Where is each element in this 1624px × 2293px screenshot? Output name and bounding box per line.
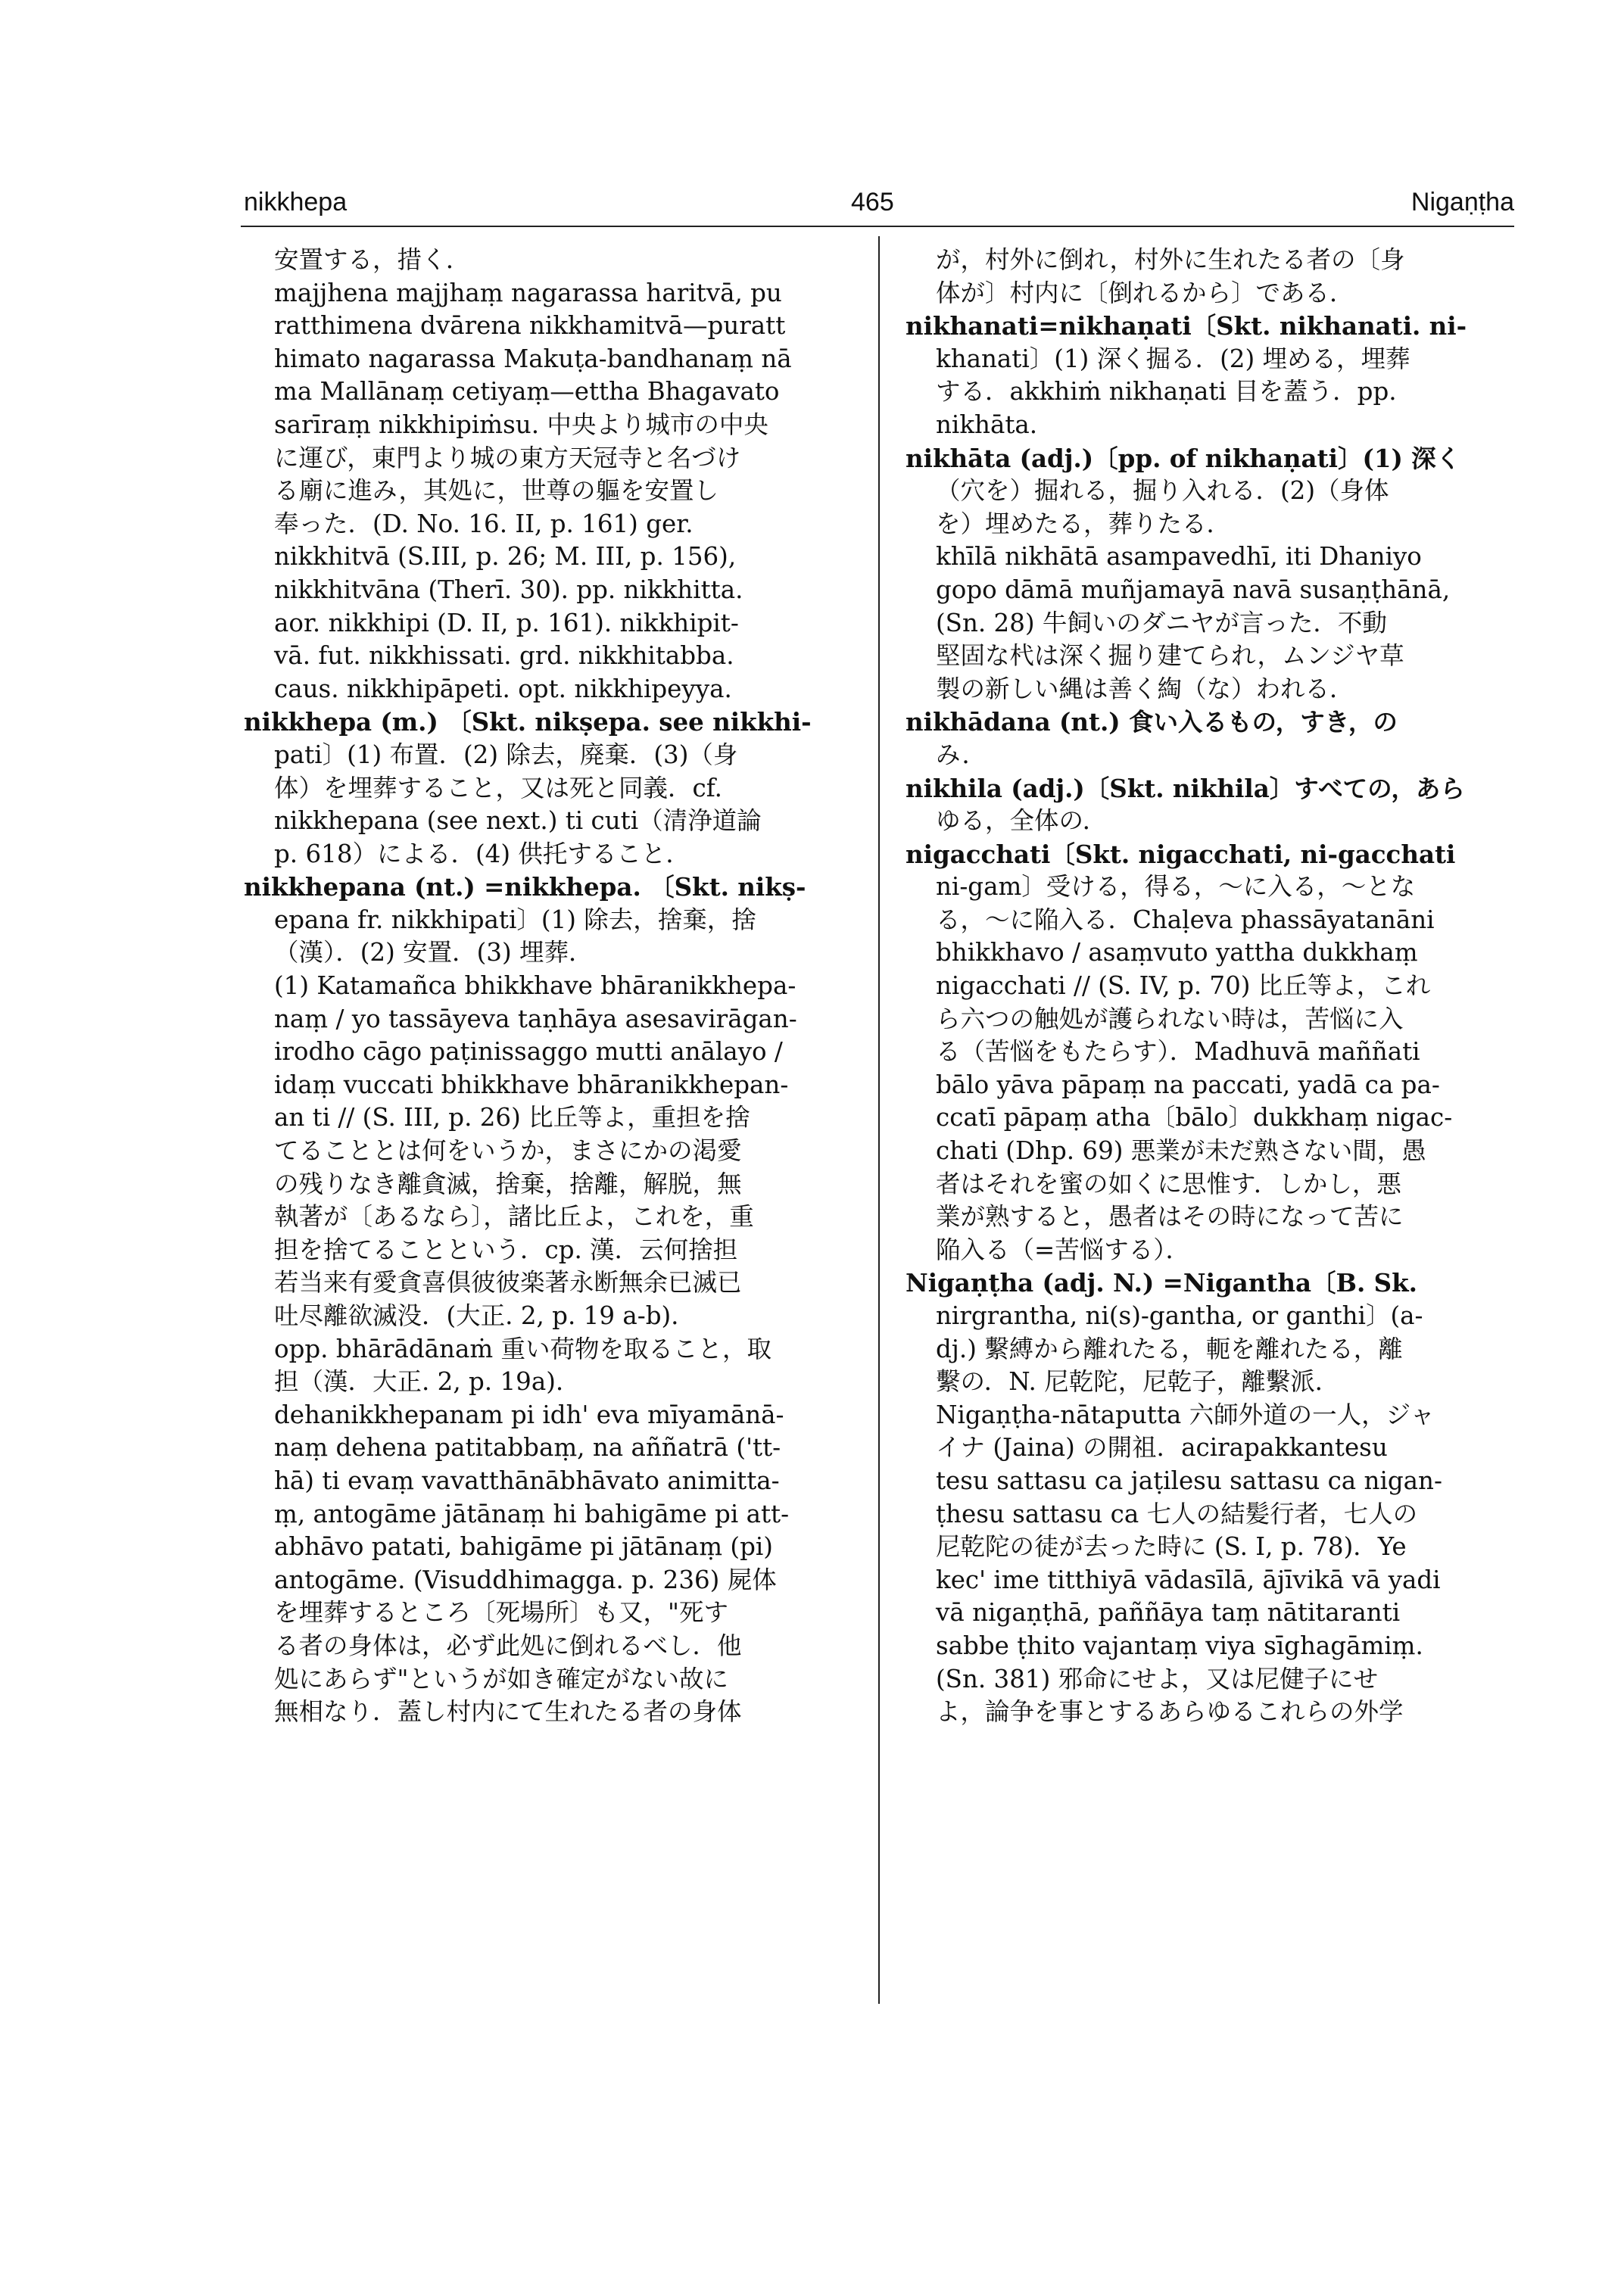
header-rule [241,226,1514,227]
text-line: epana fr. nikkhipati〕(1) 除去，捨棄，捨 [274,905,756,934]
text-line: nigacchati // (S. IV, p. 70) 比丘等よ，これ [936,971,1431,1001]
text-line: 無相なり．蓋し村内にて生れたる者の身体 [274,1697,742,1727]
text-line: dehanikkhepanam pi idh' eva mīyamānā- [274,1400,784,1429]
text-line: 業が熟すると，愚者はその時になって苦に [936,1202,1404,1232]
text-line: 堅固な杙は深く掘り建てられ，ムンジヤ草 [936,641,1404,671]
text-line: ni-gam〕受ける，得る，〜に入る，〜とな [936,872,1416,902]
text-line: イナ (Jaina) の開祖．acirapakkantesu [936,1433,1388,1463]
text-line: 若当来有愛貪喜倶彼彼楽著永断無余已滅已 [274,1268,742,1298]
text-line: 吐尽離欲滅没．(大正. 2, p. 19 a-b). [274,1301,679,1330]
text-line: が，村外に倒れ，村外に生れたる者の〔身 [936,245,1405,274]
text-line: 体が〕村内に〔倒れるから〕である． [936,278,1354,307]
left-column [244,244,859,1729]
text-line: 安置する，措く． [274,245,471,274]
text-line: nikkhepana (see next.) ti cuti（清浄道論 [274,806,762,836]
text-line: khīlā nikhātā asampavedhī, iti Dhaniyo [936,542,1422,572]
text-line: an ti // (S. III, p. 26) 比丘等よ，重担を捨 [274,1103,750,1132]
text-line: 体）を埋葬すること，又は死と同義．cf. [274,773,722,802]
text-line: nikkhitvāna (Therī. 30). pp. nikkhitta. [274,575,743,604]
text-line: sabbe ṭhito vajantaṃ viya sīghagāmiṃ. [936,1631,1423,1660]
right-column [906,244,1517,1729]
text-line: よ，論争を事とするあらゆるこれらの外学 [936,1697,1404,1727]
text-line: 製の新しい縄は善く綯（な）われる． [936,674,1354,703]
text-line: ṭhesu sattasu ca 七人の結髪行者，七人の [936,1499,1418,1528]
text-line: idaṃ vuccati bhikkhave bhāranikkhepan- [274,1070,789,1099]
text-line: ratthimena dvārena nikkhamitvā—puratt [274,311,786,341]
text-line: （漢）．(2) 安置．(3) 埋葬． [274,938,594,967]
text-line: gopo dāmā muñjamayā navā susaṇṭhānā, [936,575,1451,604]
text-line: bhikkhavo / asaṃvuto yattha dukkhaṃ [936,938,1418,967]
text-line: 奉った．(D. No. 16. II, p. 161) ger. [274,509,694,538]
text-line: p. 618）による．(4) 供托すること． [274,839,690,868]
text-line: abhāvo patati, bahigāme pi jātānaṃ (pi) [274,1532,773,1562]
text-line: dj.) 繫縛から離れたる，軛を離れたる，離 [936,1334,1403,1363]
text-line: aor. nikkhipi (D. II, p. 161). nikkhipit- [274,608,739,637]
running-head-left: nikkhepa [244,188,348,217]
text-line: る者の身体は，必ず此処に倒れるべし．他 [274,1631,742,1660]
text-line: pati〕(1) 布置．(2) 除去，廃棄．(3)（身 [274,740,738,769]
text-line: てることとは何をいうか，まさにかの渇愛 [274,1136,742,1166]
text-line: opp. bhārādānaṁ 重い荷物を取ること，取 [274,1334,771,1363]
text-line: vā nigaṇṭhā, paññāya taṃ nātitaranti [936,1598,1401,1628]
text-line: 者はそれを蜜の如くに思惟す．しかし，悪 [936,1169,1401,1198]
text-line: sarīraṃ nikkhipiṁsu. 中央より城市の中央 [274,410,768,439]
text-line: の残りなき離貪滅，捨棄，捨離，解脱，無 [274,1169,742,1198]
text-line: antogāme. (Visuddhimagga. p. 236) 屍体 [274,1565,777,1594]
text-line: nirgrantha, ni(s)-gantha, or ganthi〕(a- [936,1301,1423,1330]
text-line: ら六つの触処が護られない時は，苦悩に入 [936,1004,1404,1033]
text-line: 尼乾陀の徒が去った時に (S. I, p. 78)．Ye [936,1532,1407,1562]
page-number: 465 [851,188,894,217]
text-line: 担（漢．大正. 2, p. 19a). [274,1367,564,1397]
text-line: る，〜に陥入る．Chaḷeva phassāyatanāni [936,905,1435,934]
text-line: 繫の．N. 尼乾陀，尼乾子，離繫派． [936,1367,1340,1397]
text-line: nikhāta. [936,410,1038,439]
text-line: majjhena majjhaṃ nagarassa haritvā, pu [274,278,782,307]
text-line: 陥入る（=苦悩する）． [936,1235,1190,1264]
text-line: を埋葬するところ〔死場所〕も又，"死す [274,1598,728,1628]
text-line: naṃ / yo tassāyeva taṇhāya asesavirāgan- [274,1004,797,1033]
text-line: を）埋めたる，葬りたる． [936,509,1232,538]
text-line: ṃ, antogāme jātānaṃ hi bahigāme pi att- [274,1499,790,1528]
text-line: (Sn. 28) 牛飼いのダニヤが言った．不動 [936,608,1387,637]
text-line: ma Mallānaṃ cetiyaṃ—ettha Bhagavato [274,377,780,407]
text-line: (Sn. 381) 邪命にせよ，又は尼健子にせ [936,1664,1379,1693]
column-divider [878,236,880,2004]
text-line: み． [936,740,987,769]
text-line: caus. nikkhipāpeti. opt. nikkhipeyya. [274,674,732,703]
text-line: 処にあらず"というが如き確定がない故に [274,1664,728,1693]
text-line: Nigaṇṭha-nātaputta 六師外道の一人，ジャ [936,1400,1435,1429]
text-line: ccatī pāpaṃ atha〔bālo〕dukkhaṃ nigac- [936,1103,1453,1132]
text-line: vā. fut. nikkhissati. grd. nikkhitabba. [274,641,734,671]
text-line: 執著が〔あるなら〕，諸比丘よ，これを，重 [274,1202,754,1232]
text-line: khanati〕(1) 深く掘る．(2) 埋める，埋葬 [936,344,1410,373]
text-line: himato nagarassa Makuṭa-bandhanaṃ nā [274,344,792,373]
entry-headword-line: nikhāta (adj.)〔pp. of nikhaṇati〕(1) 深く [906,443,1461,473]
entry-headword-line: Nigaṇṭha (adj. N.) =Nigantha〔B. Sk. [906,1268,1417,1298]
text-line: naṃ dehena patitabbaṃ, na aññatrā ('tt- [274,1433,781,1463]
text-line: する．akkhiṁ nikhaṇati 目を蓋う．pp. [936,377,1397,407]
text-line: に運び，東門より城の東方天冠寺と名づけ [274,443,741,472]
entry-headword-line: nikhādana (nt.) 食い入るもの，すき，の [906,707,1398,737]
text-line: る廟に進み，其処に，世尊の軀を安置し [274,476,718,506]
entry-headword-line: nikkhepana (nt.) =nikkhepa. 〔Skt. nikṣ- [244,872,806,902]
entry-headword-line: nigacchati〔Skt. nigacchati, ni-gacchati [906,839,1456,869]
text-line: 担を捨てることという．cp. 漢．云何捨担 [274,1235,738,1264]
running-head-right: Nigaṇṭha [1410,188,1514,217]
entry-headword-line: nikkhepa (m.) 〔Skt. nikṣepa. see nikkhi- [244,707,812,737]
entry-headword-line: nikhila (adj.)〔Skt. nikhila〕すべての，あら [906,773,1465,803]
text-line: nikkhitvā (S.III, p. 26; M. III, p. 156), [274,542,737,572]
text-line: tesu sattasu ca jaṭilesu sattasu ca nigan- [936,1466,1442,1495]
text-line: hā) ti evaṃ vavatthānābhāvato animitta- [274,1466,780,1495]
text-line: irodho cāgo paṭinissaggo mutti anālayo / [274,1037,783,1067]
text-line: る（苦悩をもたらす）．Madhuvā maññati [936,1037,1420,1067]
text-line: kec' ime titthiyā vādasīlā, ājīvikā vā yadi [936,1565,1441,1594]
text-line: ゆる，全体の． [936,806,1108,836]
text-line: chati (Dhp. 69) 悪業が未だ熟さない間，愚 [936,1136,1426,1166]
text-line: (1) Katamañca bhikkhave bhāranikkhepa- [274,971,796,1001]
text-line: （穴を）掘れる，掘り入れる．(2)（身体 [936,476,1389,506]
entry-headword-line: nikhanati=nikhaṇati〔Skt. nikhanati. ni- [906,311,1467,341]
text-line: bālo yāva pāpaṃ na paccati, yadā ca pa- [936,1070,1440,1099]
